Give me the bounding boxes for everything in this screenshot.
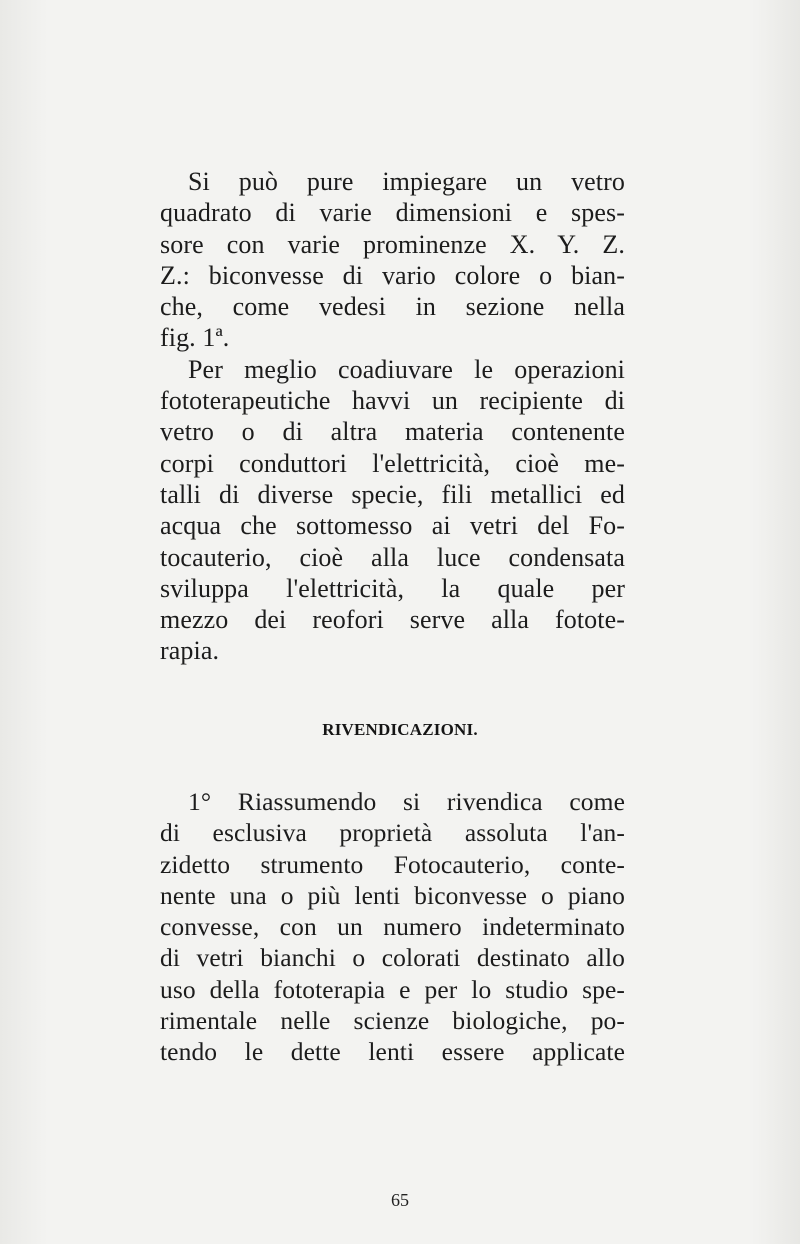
text-line: zidetto strumento Fotocauterio, conte- [160,849,625,879]
body-text-lower [160,786,625,1068]
text-line: rimentale nelle scienze biologiche, po- [160,1006,625,1036]
section-heading: RIVENDICAZIONI. [322,720,478,739]
text-line: Si può pure impiegare un vetro [188,167,625,196]
text-line: vetro o di altra materia contenente [160,417,625,447]
text-line: corpi conduttori l'elettricità, cioè me- [160,448,625,478]
text-line: fototerapeutiche havvi un recipiente di [160,386,625,416]
text-line: Per meglio coadiuvare le operazioni [188,354,625,384]
text-line: nente una o più lenti biconvesse o piano [160,880,625,910]
text-line: convesse, con un numero indeterminato [160,912,625,942]
text-line: tendo le dette lenti essere applicate [160,1037,625,1067]
text-line: rapia. [160,636,220,666]
text-line: uso della fototerapia e per lo studio spe- [160,974,625,1004]
text-line: talli di diverse specie, fili metallici ed [160,479,625,509]
body-text-upper [160,166,625,667]
text-line: sviluppa l'elettricità, la quale per [160,573,625,603]
text-line: fig. 1ª. [160,323,230,353]
text-line: di vetri bianchi o colorati destinato allo [160,943,625,973]
text-line: mezzo dei reofori serve alla fotote- [160,605,625,635]
text-line: 1° Riassumendo si rivendica come [188,787,625,816]
text-line: che, come vedesi in sezione nella [160,292,625,322]
text-line: acqua che sottomesso ai vetri del Fo- [160,511,625,541]
text-line: Z.: biconvesse di vario colore o bian- [160,260,625,290]
text-line: di esclusiva proprietà assoluta l'an- [160,818,625,848]
text-line: sore con varie prominenze X. Y. Z. [160,229,625,259]
text-line: quadrato di varie dimensioni e spes- [160,198,625,228]
text-line: tocauterio, cioè alla luce condensata [160,542,625,572]
page-number: 65 [391,1190,409,1210]
